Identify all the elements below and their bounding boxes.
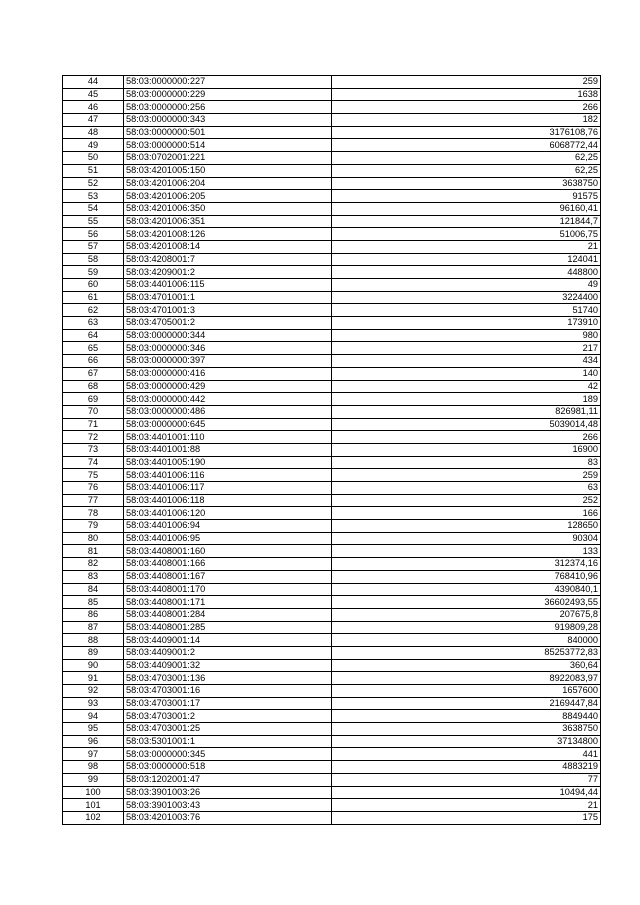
cadastral-number: 58:03:0000000:343 [124,114,332,127]
row-value: 3638750 [332,177,601,190]
row-value: 5039014,48 [332,418,601,431]
table-row [63,215,601,228]
row-number: 72 [63,431,124,444]
cadastral-number: 58:03:0000000:501 [124,126,332,139]
row-value: 42 [332,380,601,393]
row-number: 81 [63,545,124,558]
cadastral-number: 58:03:4401006:118 [124,494,332,507]
cadastral-number: 58:03:4201003:76 [124,811,332,824]
row-value: 826981,11 [332,405,601,418]
cadastral-number: 58:03:4408001:285 [124,621,332,634]
cadastral-number: 58:03:4408001:171 [124,596,332,609]
table-row [63,240,601,253]
row-value: 259 [332,469,601,482]
row-number: 100 [63,786,124,799]
table-row [63,228,601,241]
cadastral-number: 58:03:5301001:1 [124,735,332,748]
row-value: 217 [332,342,601,355]
cadastral-number: 58:03:4705001:2 [124,317,332,330]
cadastral-number: 58:03:4201006:350 [124,202,332,215]
row-number: 70 [63,405,124,418]
row-value: 4883219 [332,761,601,774]
cadastral-number: 58:03:0000000:442 [124,393,332,406]
row-number: 49 [63,139,124,152]
row-value: 166 [332,507,601,520]
row-number: 99 [63,773,124,786]
row-number: 45 [63,88,124,101]
row-value: 121844,7 [332,215,601,228]
row-value: 182 [332,114,601,127]
row-number: 94 [63,710,124,723]
row-value: 140 [332,367,601,380]
cadastral-number: 58:03:4201008:14 [124,240,332,253]
row-number: 52 [63,177,124,190]
cadastral-number: 58:03:4208001:7 [124,253,332,266]
cadastral-number: 58:03:0000000:416 [124,367,332,380]
row-number: 66 [63,355,124,368]
cadastral-number: 58:03:4409001:2 [124,646,332,659]
cadastral-number: 58:03:0000000:429 [124,380,332,393]
cadastral-number: 58:03:4401005:190 [124,456,332,469]
row-number: 47 [63,114,124,127]
row-value: 448800 [332,266,601,279]
row-number: 86 [63,608,124,621]
table-row [63,532,601,545]
table-row [63,456,601,469]
table-row [63,266,601,279]
row-number: 79 [63,520,124,533]
cadastral-number: 58:03:0000000:345 [124,748,332,761]
cadastral-number: 58:03:0000000:227 [124,76,332,89]
row-number: 46 [63,101,124,114]
table-row [63,202,601,215]
cadastral-number: 58:03:4401006:94 [124,520,332,533]
row-number: 91 [63,672,124,685]
table-row [63,685,601,698]
table-row [63,418,601,431]
row-value: 768410,96 [332,570,601,583]
row-value: 175 [332,811,601,824]
table-row [63,583,601,596]
table-row [63,735,601,748]
row-value: 919809,28 [332,621,601,634]
row-value: 51740 [332,304,601,317]
row-number: 84 [63,583,124,596]
table-row [63,761,601,774]
table-row [63,329,601,342]
row-value: 252 [332,494,601,507]
row-number: 98 [63,761,124,774]
table-row [63,482,601,495]
cadastral-number: 58:03:4408001:166 [124,558,332,571]
row-value: 3638750 [332,723,601,736]
cadastral-number: 58:03:4401006:115 [124,279,332,292]
cadastral-number: 58:03:4409001:14 [124,634,332,647]
row-number: 64 [63,329,124,342]
cadastral-number: 58:03:4408001:284 [124,608,332,621]
table-row [63,799,601,812]
cadastral-number: 58:03:4401006:95 [124,532,332,545]
row-value: 980 [332,329,601,342]
row-value: 124041 [332,253,601,266]
row-value: 189 [332,393,601,406]
cadastral-table [62,75,601,825]
table-row [63,431,601,444]
row-number: 78 [63,507,124,520]
row-number: 87 [63,621,124,634]
table-row [63,608,601,621]
row-number: 85 [63,596,124,609]
cadastral-number: 58:03:4408001:170 [124,583,332,596]
cadastral-number: 58:03:4201008:126 [124,228,332,241]
row-number: 61 [63,291,124,304]
table-row [63,355,601,368]
row-value: 62,25 [332,152,601,165]
cadastral-number: 58:03:4701001:3 [124,304,332,317]
cadastral-number: 58:03:0000000:514 [124,139,332,152]
row-value: 259 [332,76,601,89]
table-row [63,317,601,330]
table-row [63,659,601,672]
cadastral-number: 58:03:4703001:25 [124,723,332,736]
table-body [63,76,601,825]
cadastral-number: 58:03:0000000:518 [124,761,332,774]
cadastral-number: 58:03:3901003:26 [124,786,332,799]
cadastral-number: 58:03:4408001:160 [124,545,332,558]
row-value: 91575 [332,190,601,203]
cadastral-number: 58:03:4703001:2 [124,710,332,723]
row-value: 85253772,83 [332,646,601,659]
row-number: 96 [63,735,124,748]
row-number: 80 [63,532,124,545]
table-row [63,570,601,583]
row-number: 77 [63,494,124,507]
row-value: 21 [332,799,601,812]
table-row [63,811,601,824]
table-row [63,76,601,89]
row-value: 16900 [332,443,601,456]
row-number: 97 [63,748,124,761]
cadastral-number: 58:03:0000000:486 [124,405,332,418]
table-row [63,507,601,520]
table-row [63,101,601,114]
row-value: 63 [332,482,601,495]
table-row [63,786,601,799]
cadastral-number: 58:03:4201006:351 [124,215,332,228]
row-number: 74 [63,456,124,469]
row-number: 67 [63,367,124,380]
cadastral-number: 58:03:4401006:120 [124,507,332,520]
table-row [63,253,601,266]
cadastral-number: 58:03:4703001:17 [124,697,332,710]
cadastral-number: 58:03:4401006:117 [124,482,332,495]
cadastral-number: 58:03:4703001:16 [124,685,332,698]
row-number: 56 [63,228,124,241]
row-value: 266 [332,431,601,444]
row-number: 57 [63,240,124,253]
row-number: 63 [63,317,124,330]
row-value: 21 [332,240,601,253]
row-number: 95 [63,723,124,736]
table-row [63,393,601,406]
row-value: 8849440 [332,710,601,723]
row-value: 133 [332,545,601,558]
row-value: 49 [332,279,601,292]
table-row [63,177,601,190]
row-number: 93 [63,697,124,710]
row-value: 3224400 [332,291,601,304]
row-number: 48 [63,126,124,139]
row-number: 50 [63,152,124,165]
row-value: 312374,16 [332,558,601,571]
row-number: 71 [63,418,124,431]
table-row [63,380,601,393]
cadastral-number: 58:03:0000000:645 [124,418,332,431]
row-number: 75 [63,469,124,482]
row-value: 434 [332,355,601,368]
row-value: 62,25 [332,164,601,177]
cadastral-number: 58:03:4401001:110 [124,431,332,444]
row-value: 83 [332,456,601,469]
cadastral-number: 58:03:0000000:256 [124,101,332,114]
row-value: 36602493,55 [332,596,601,609]
table-row [63,367,601,380]
cadastral-number: 58:03:4701001:1 [124,291,332,304]
table-row [63,139,601,152]
table-row [63,596,601,609]
cadastral-number: 58:03:0702001:221 [124,152,332,165]
row-number: 55 [63,215,124,228]
cadastral-number: 58:03:0000000:346 [124,342,332,355]
table-row [63,304,601,317]
row-number: 73 [63,443,124,456]
row-number: 58 [63,253,124,266]
row-number: 101 [63,799,124,812]
table-row [63,646,601,659]
table-row [63,190,601,203]
cadastral-number: 58:03:4703001:136 [124,672,332,685]
row-value: 840000 [332,634,601,647]
row-number: 62 [63,304,124,317]
row-value: 37134800 [332,735,601,748]
row-value: 173910 [332,317,601,330]
table-row [63,88,601,101]
row-value: 3176108,76 [332,126,601,139]
row-number: 69 [63,393,124,406]
cadastral-number: 58:03:4201006:205 [124,190,332,203]
table-row [63,621,601,634]
row-value: 441 [332,748,601,761]
row-value: 360,64 [332,659,601,672]
table-row [63,545,601,558]
table-row [63,164,601,177]
row-value: 6068772,44 [332,139,601,152]
row-number: 53 [63,190,124,203]
row-number: 59 [63,266,124,279]
row-number: 82 [63,558,124,571]
row-value: 51006,75 [332,228,601,241]
row-value: 77 [332,773,601,786]
cadastral-number: 58:03:4409001:32 [124,659,332,672]
row-value: 128650 [332,520,601,533]
row-value: 8922083,97 [332,672,601,685]
cadastral-number: 58:03:0000000:229 [124,88,332,101]
row-value: 266 [332,101,601,114]
table-row [63,126,601,139]
table-row [63,291,601,304]
table-row [63,723,601,736]
row-number: 92 [63,685,124,698]
row-number: 54 [63,202,124,215]
row-number: 68 [63,380,124,393]
row-number: 76 [63,482,124,495]
cadastral-number: 58:03:4401001:88 [124,443,332,456]
row-value: 1657600 [332,685,601,698]
row-number: 90 [63,659,124,672]
table-row [63,443,601,456]
cadastral-number: 58:03:4401006:116 [124,469,332,482]
row-value: 90304 [332,532,601,545]
row-number: 65 [63,342,124,355]
cadastral-number: 58:03:4408001:167 [124,570,332,583]
row-number: 102 [63,811,124,824]
row-value: 2169447,84 [332,697,601,710]
cadastral-number: 58:03:3901003:43 [124,799,332,812]
table-row [63,469,601,482]
table-row [63,494,601,507]
row-number: 89 [63,646,124,659]
table-row [63,710,601,723]
cadastral-number: 58:03:0000000:344 [124,329,332,342]
row-value: 207675,8 [332,608,601,621]
row-value: 1638 [332,88,601,101]
table-row [63,634,601,647]
table-row [63,114,601,127]
row-value: 10494,44 [332,786,601,799]
row-number: 60 [63,279,124,292]
table-row [63,520,601,533]
row-number: 83 [63,570,124,583]
table-row [63,405,601,418]
table-row [63,697,601,710]
row-number: 44 [63,76,124,89]
table-row [63,152,601,165]
row-number: 88 [63,634,124,647]
table-row [63,672,601,685]
cadastral-number: 58:03:1202001:47 [124,773,332,786]
cadastral-number: 58:03:4201006:204 [124,177,332,190]
row-value: 4390840,1 [332,583,601,596]
table-row [63,342,601,355]
table-row [63,773,601,786]
table-row [63,279,601,292]
cadastral-number: 58:03:4201005:150 [124,164,332,177]
table-row [63,558,601,571]
row-value: 96160,41 [332,202,601,215]
cadastral-number: 58:03:4209001:2 [124,266,332,279]
table-row [63,748,601,761]
row-number: 51 [63,164,124,177]
cadastral-number: 58:03:0000000:397 [124,355,332,368]
